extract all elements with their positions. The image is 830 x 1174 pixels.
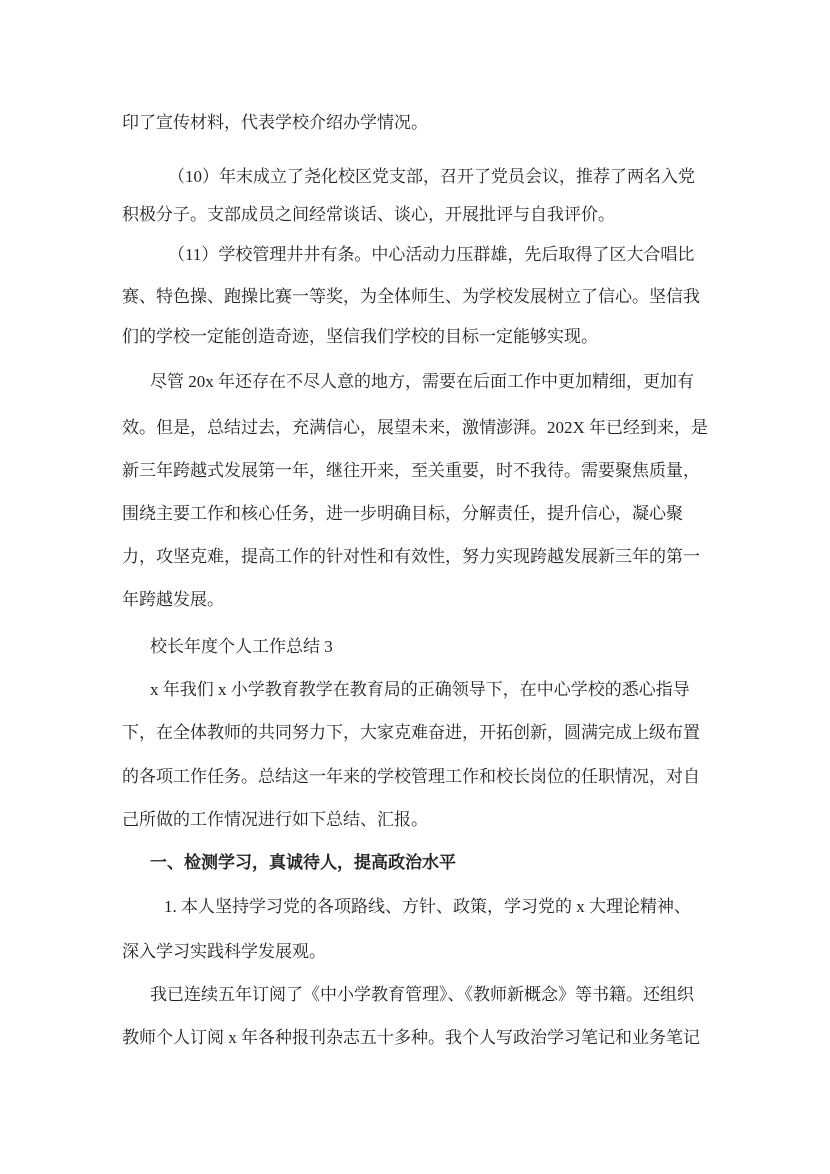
text-line: 深入学习实践科学发展观。 [122, 942, 326, 961]
text-line: （10）年末成立了尧化校区党支部，召开了党员会议，推荐了两名入党 [168, 167, 695, 186]
text-line: 赛、特色操、跑操比赛一等奖，为全体师生、为学校发展树立了信心。坚信我 [122, 287, 700, 306]
text-line: （11）学校管理井井有条。中心活动力压群雄，先后取得了区大合唱比 [168, 245, 695, 264]
text-line: 年跨越发展。 [122, 590, 224, 609]
text-line: 我已连续五年订阅了《中小学教育管理》、《教师新概念》等书籍。还组织 [150, 985, 694, 1004]
text-line: 1. 本人坚持学习党的各项路线、方针、政策，学习党的 x 大理论精神、 [164, 897, 691, 916]
text-line: 力，攻坚克难，提高工作的针对性和有效性，努力实现跨越发展新三年的第一 [122, 547, 700, 566]
text-line: 尽管 20x 年还存在不尽人意的地方，需要在后面工作中更加精细，更加有 [150, 372, 694, 391]
text-line: 新三年跨越式发展第一年，继往开来，至关重要，时不我待。需要聚焦质量， [122, 461, 700, 480]
text-line: x 年我们 x 小学教育教学在教育局的正确领导下，在中心学校的悉心指导 [150, 680, 690, 699]
text-line: 下，在全体教师的共同努力下，大家克难奋进，开拓创新，圆满完成上级布置 [122, 723, 700, 742]
text-line: 积极分子。支部成员之间经常谈话、谈心，开展批评与自我评价。 [122, 205, 615, 224]
text-line: 围绕主要工作和核心任务，进一步明确目标，分解责任，提升信心，凝心聚 [122, 504, 683, 523]
text-line: 的各项工作任务。总结这一年来的学校管理工作和校长岗位的任职情况，对自 [122, 767, 700, 786]
section-title: 校长年度个人工作总结 3 [150, 637, 333, 656]
text-line: 教师个人订阅 x 年各种报刊杂志五十多种。我个人写政治学习笔记和业务笔记 [122, 1028, 700, 1047]
text-line: 印了宣传材料，代表学校介绍办学情况。 [122, 113, 428, 132]
text-line: 己所做的工作情况进行如下总结、汇报。 [122, 810, 428, 829]
text-line: 效。但是，总结过去，充满信心，展望未来，激情澎湃。202X 年已经到来，是 [122, 418, 709, 437]
text-line: 们的学校一定能创造奇迹，坚信我们学校的目标一定能够实现。 [122, 327, 598, 346]
heading: 一、检测学习，真诚待人，提高政治水平 [150, 853, 456, 872]
